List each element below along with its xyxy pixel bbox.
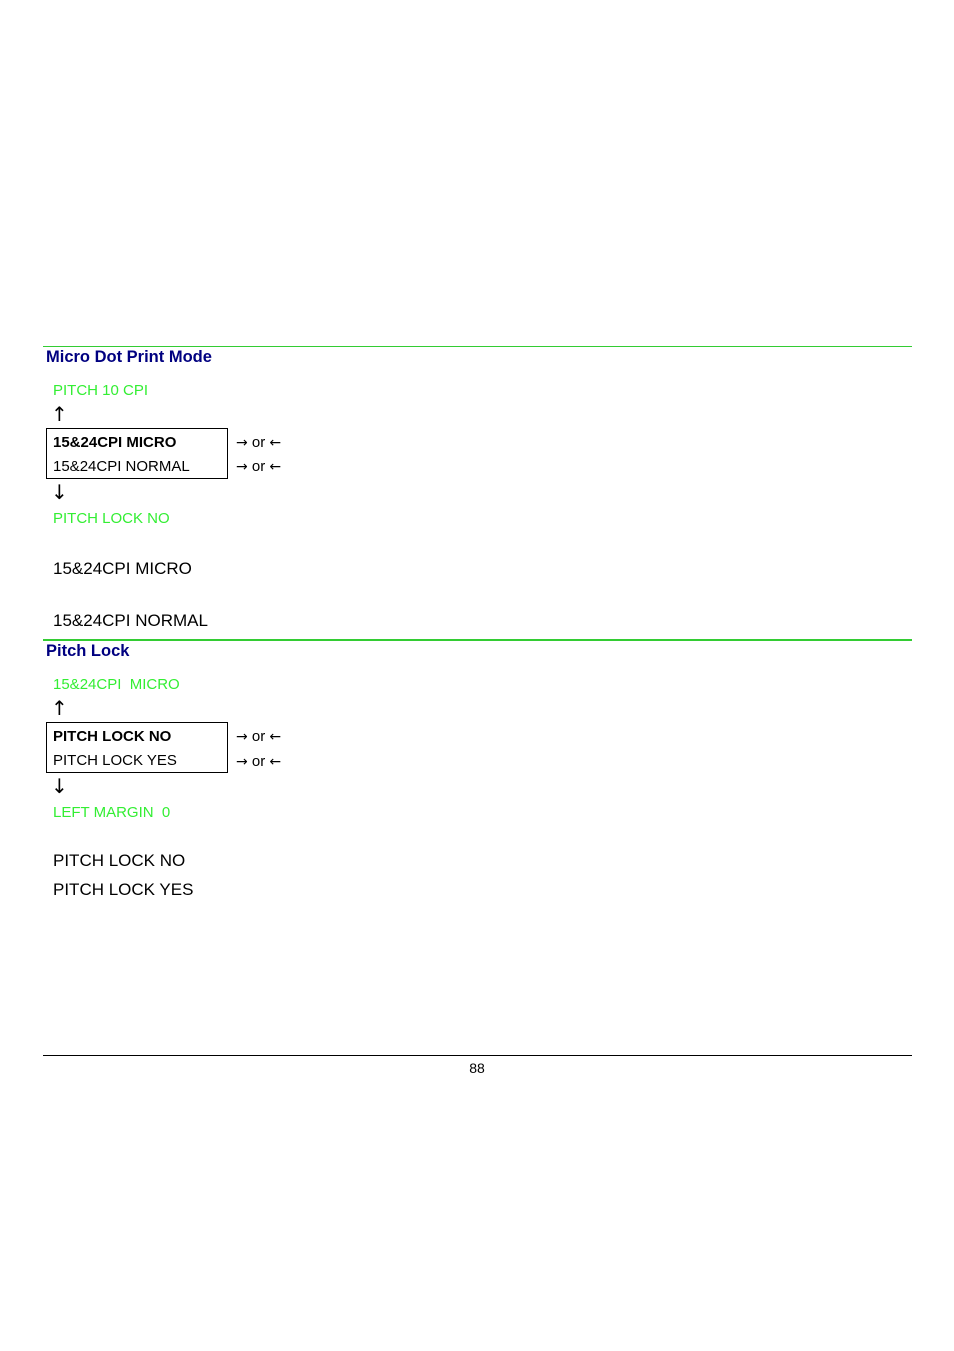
- nav-or-text: or: [251, 728, 266, 745]
- right-arrow-icon: →: [236, 754, 248, 770]
- up-arrow-icon: ↑: [51, 696, 68, 720]
- down-arrow-icon: ↓: [51, 480, 68, 504]
- right-arrow-icon: →: [236, 729, 248, 745]
- previous-menu-item: 15&24CPI MICRO: [53, 676, 180, 693]
- right-arrow-icon: →: [236, 459, 248, 475]
- nav-or-text: or: [251, 458, 266, 475]
- left-arrow-icon: ←: [269, 435, 282, 451]
- menu-options-box: [46, 428, 228, 479]
- previous-menu-item: PITCH 10 CPI: [53, 382, 149, 399]
- option-description: PITCH LOCK NO: [53, 851, 186, 870]
- nav-or-text: or: [251, 753, 266, 770]
- footer-rule: [43, 1055, 912, 1056]
- nav-hint: [236, 434, 281, 451]
- next-menu-item: LEFT MARGIN 0: [53, 804, 171, 821]
- option-description: 15&24CPI NORMAL: [53, 611, 208, 630]
- menu-option: PITCH LOCK YES: [53, 752, 177, 769]
- section-divider: [43, 346, 912, 347]
- menu-options-box: [46, 722, 228, 773]
- nav-hint: [236, 753, 281, 770]
- left-arrow-icon: ←: [269, 459, 282, 475]
- section-divider: [43, 639, 912, 641]
- nav-or-text: or: [251, 434, 266, 451]
- option-description: PITCH LOCK YES: [53, 880, 194, 899]
- up-arrow-icon: ↑: [51, 402, 68, 426]
- left-arrow-icon: ←: [269, 729, 282, 745]
- left-arrow-icon: ←: [269, 754, 282, 770]
- section-heading: Pitch Lock: [46, 642, 130, 660]
- nav-hint: [236, 458, 281, 475]
- menu-option-selected: PITCH LOCK NO: [53, 728, 172, 745]
- nav-hint: [236, 728, 281, 745]
- option-description: 15&24CPI MICRO: [53, 559, 192, 578]
- section-heading: Micro Dot Print Mode: [46, 348, 212, 366]
- menu-option: 15&24CPI NORMAL: [53, 458, 190, 475]
- page-number: 88: [469, 1060, 485, 1076]
- menu-option-selected: 15&24CPI MICRO: [53, 434, 177, 451]
- down-arrow-icon: ↓: [51, 774, 68, 798]
- next-menu-item: PITCH LOCK NO: [53, 510, 170, 527]
- right-arrow-icon: →: [236, 435, 248, 451]
